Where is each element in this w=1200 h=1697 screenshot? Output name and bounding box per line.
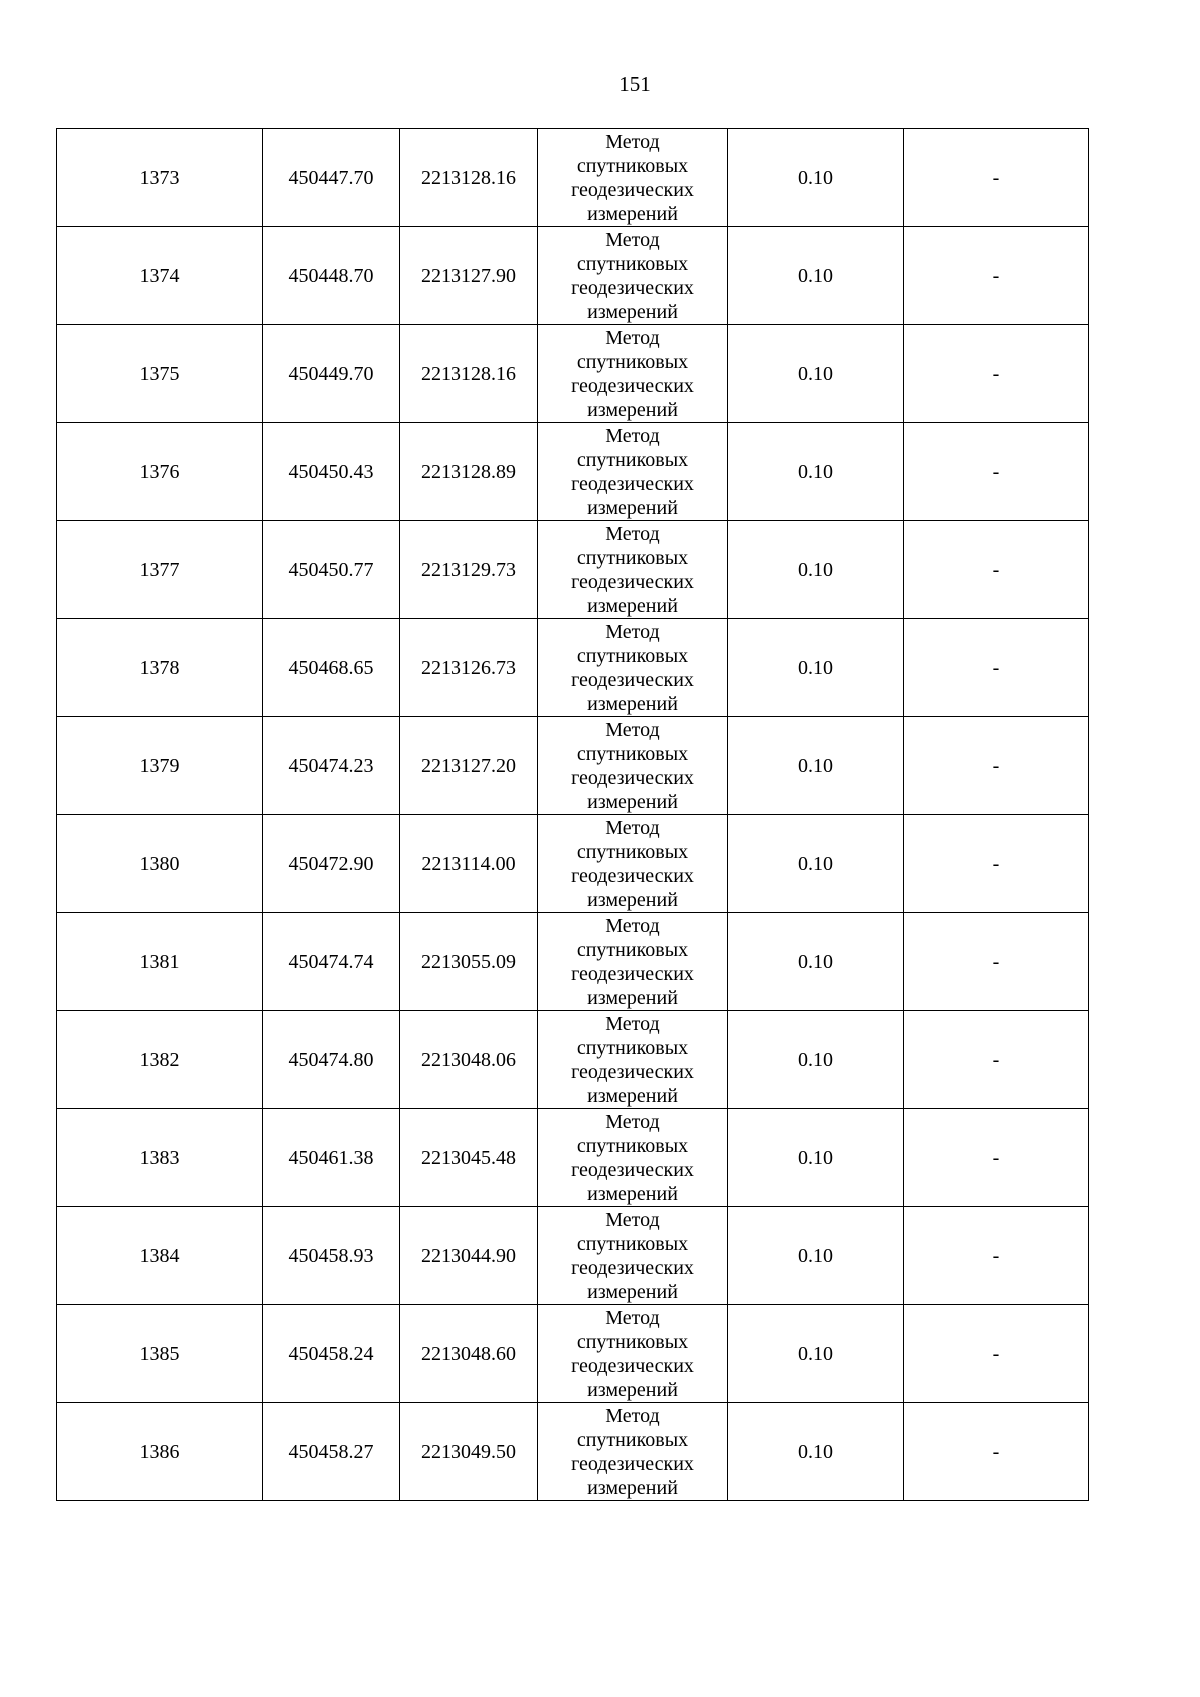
- note-cell: -: [904, 717, 1089, 815]
- method-line: Метод: [605, 816, 660, 839]
- y-coordinate-cell: 2213128.16: [400, 325, 538, 423]
- y-coordinate-cell: 2213128.16: [400, 129, 538, 227]
- method-line: геодезических: [571, 374, 694, 397]
- table-row: [57, 1305, 1089, 1403]
- method-line: измерений: [587, 692, 678, 715]
- y-coordinate-cell: 2213044.90: [400, 1207, 538, 1305]
- table-row: [57, 227, 1089, 325]
- x-coordinate-cell: 450448.70: [263, 227, 400, 325]
- accuracy-cell: 0.10: [728, 1305, 904, 1403]
- method-line: геодезических: [571, 1060, 694, 1083]
- y-coordinate-cell: 2213049.50: [400, 1403, 538, 1501]
- table-row: [57, 423, 1089, 521]
- note-cell: -: [904, 1305, 1089, 1403]
- page-number: 151: [619, 72, 651, 96]
- y-coordinate-cell: 2213114.00: [400, 815, 538, 913]
- method-line: спутниковых: [576, 154, 689, 177]
- method-line: измерений: [587, 202, 678, 225]
- method-line: спутниковых: [576, 1036, 689, 1059]
- y-coordinate-cell: 2213126.73: [400, 619, 538, 717]
- note-cell: -: [904, 129, 1089, 227]
- table-row: [57, 619, 1089, 717]
- point-number-cell: 1379: [57, 717, 263, 815]
- method-line: спутниковых: [576, 252, 689, 275]
- table-row: [57, 1403, 1089, 1501]
- table-row: [57, 1011, 1089, 1109]
- method-line: спутниковых: [576, 1330, 689, 1353]
- accuracy-cell: 0.10: [728, 129, 904, 227]
- note-cell: -: [904, 1403, 1089, 1501]
- method-line: измерений: [587, 1182, 678, 1205]
- accuracy-cell: 0.10: [728, 717, 904, 815]
- method-line: геодезических: [571, 766, 694, 789]
- method-line: Метод: [605, 522, 660, 545]
- x-coordinate-cell: 450449.70: [263, 325, 400, 423]
- y-coordinate-cell: 2213129.73: [400, 521, 538, 619]
- x-coordinate-cell: 450474.74: [263, 913, 400, 1011]
- method-line: спутниковых: [576, 938, 689, 961]
- accuracy-cell: 0.10: [728, 1011, 904, 1109]
- method-line: измерений: [587, 300, 678, 323]
- method-cell: [538, 1011, 728, 1109]
- method-cell: [538, 1305, 728, 1403]
- note-cell: -: [904, 1207, 1089, 1305]
- method-line: Метод: [605, 1306, 660, 1329]
- table-row: [57, 815, 1089, 913]
- method-line: Метод: [605, 1110, 660, 1133]
- y-coordinate-cell: 2213127.90: [400, 227, 538, 325]
- y-coordinate-cell: 2213127.20: [400, 717, 538, 815]
- point-number-cell: 1381: [57, 913, 263, 1011]
- point-number-cell: 1382: [57, 1011, 263, 1109]
- method-line: спутниковых: [576, 546, 689, 569]
- note-cell: -: [904, 815, 1089, 913]
- method-line: Метод: [605, 1012, 660, 1035]
- method-line: геодезических: [571, 276, 694, 299]
- method-cell: [538, 619, 728, 717]
- accuracy-cell: 0.10: [728, 227, 904, 325]
- method-line: измерений: [587, 986, 678, 1009]
- note-cell: -: [904, 521, 1089, 619]
- accuracy-cell: 0.10: [728, 913, 904, 1011]
- coordinates-table-body: [57, 129, 1089, 1501]
- method-line: геодезических: [571, 178, 694, 201]
- x-coordinate-cell: 450468.65: [263, 619, 400, 717]
- method-cell: [538, 913, 728, 1011]
- table-row: [57, 521, 1089, 619]
- method-line: измерений: [587, 398, 678, 421]
- method-line: геодезических: [571, 1452, 694, 1475]
- accuracy-cell: 0.10: [728, 325, 904, 423]
- method-line: измерений: [587, 790, 678, 813]
- method-line: спутниковых: [576, 644, 689, 667]
- point-number-cell: 1374: [57, 227, 263, 325]
- point-number-cell: 1375: [57, 325, 263, 423]
- accuracy-cell: 0.10: [728, 619, 904, 717]
- note-cell: -: [904, 913, 1089, 1011]
- method-line: спутниковых: [576, 1134, 689, 1157]
- method-line: геодезических: [571, 1256, 694, 1279]
- x-coordinate-cell: 450461.38: [263, 1109, 400, 1207]
- method-line: геодезических: [571, 864, 694, 887]
- method-cell: [538, 423, 728, 521]
- table-row: [57, 913, 1089, 1011]
- table-row: [57, 1207, 1089, 1305]
- method-line: спутниковых: [576, 742, 689, 765]
- accuracy-cell: 0.10: [728, 815, 904, 913]
- x-coordinate-cell: 450474.23: [263, 717, 400, 815]
- method-line: измерений: [587, 1378, 678, 1401]
- note-cell: -: [904, 227, 1089, 325]
- method-line: геодезических: [571, 472, 694, 495]
- method-line: спутниковых: [576, 1232, 689, 1255]
- method-cell: [538, 129, 728, 227]
- method-line: геодезических: [571, 668, 694, 691]
- method-line: измерений: [587, 1280, 678, 1303]
- method-line: Метод: [605, 228, 660, 251]
- x-coordinate-cell: 450474.80: [263, 1011, 400, 1109]
- method-line: Метод: [605, 326, 660, 349]
- point-number-cell: 1373: [57, 129, 263, 227]
- method-line: геодезических: [571, 1354, 694, 1377]
- note-cell: -: [904, 325, 1089, 423]
- method-line: измерений: [587, 1084, 678, 1107]
- point-number-cell: 1378: [57, 619, 263, 717]
- point-number-cell: 1377: [57, 521, 263, 619]
- note-cell: -: [904, 619, 1089, 717]
- method-line: спутниковых: [576, 1428, 689, 1451]
- accuracy-cell: 0.10: [728, 1207, 904, 1305]
- point-number-cell: 1386: [57, 1403, 263, 1501]
- x-coordinate-cell: 450472.90: [263, 815, 400, 913]
- method-line: измерений: [587, 594, 678, 617]
- method-cell: [538, 325, 728, 423]
- method-line: Метод: [605, 1208, 660, 1231]
- point-number-cell: 1376: [57, 423, 263, 521]
- accuracy-cell: 0.10: [728, 1109, 904, 1207]
- method-line: спутниковых: [576, 448, 689, 471]
- accuracy-cell: 0.10: [728, 521, 904, 619]
- note-cell: -: [904, 1011, 1089, 1109]
- method-line: Метод: [605, 914, 660, 937]
- table-row: [57, 717, 1089, 815]
- y-coordinate-cell: 2213045.48: [400, 1109, 538, 1207]
- method-line: измерений: [587, 1476, 678, 1499]
- method-cell: [538, 1207, 728, 1305]
- method-line: Метод: [605, 424, 660, 447]
- accuracy-cell: 0.10: [728, 1403, 904, 1501]
- method-line: Метод: [605, 1404, 660, 1427]
- method-line: Метод: [605, 718, 660, 741]
- method-line: геодезических: [571, 962, 694, 985]
- method-cell: [538, 1109, 728, 1207]
- table-row: [57, 325, 1089, 423]
- method-line: спутниковых: [576, 350, 689, 373]
- method-line: Метод: [605, 620, 660, 643]
- accuracy-cell: 0.10: [728, 423, 904, 521]
- point-number-cell: 1384: [57, 1207, 263, 1305]
- y-coordinate-cell: 2213048.60: [400, 1305, 538, 1403]
- x-coordinate-cell: 450458.24: [263, 1305, 400, 1403]
- table-row: [57, 1109, 1089, 1207]
- note-cell: -: [904, 423, 1089, 521]
- method-line: Метод: [605, 130, 660, 153]
- method-line: измерений: [587, 496, 678, 519]
- method-line: измерений: [587, 888, 678, 911]
- method-line: спутниковых: [576, 840, 689, 863]
- coordinates-table: [56, 128, 1089, 1501]
- method-cell: [538, 1403, 728, 1501]
- y-coordinate-cell: 2213128.89: [400, 423, 538, 521]
- point-number-cell: 1380: [57, 815, 263, 913]
- method-line: геодезических: [571, 1158, 694, 1181]
- y-coordinate-cell: 2213048.06: [400, 1011, 538, 1109]
- method-cell: [538, 717, 728, 815]
- point-number-cell: 1383: [57, 1109, 263, 1207]
- x-coordinate-cell: 450450.77: [263, 521, 400, 619]
- note-cell: -: [904, 1109, 1089, 1207]
- method-cell: [538, 521, 728, 619]
- x-coordinate-cell: 450458.27: [263, 1403, 400, 1501]
- y-coordinate-cell: 2213055.09: [400, 913, 538, 1011]
- method-line: геодезических: [571, 570, 694, 593]
- method-cell: [538, 227, 728, 325]
- x-coordinate-cell: 450450.43: [263, 423, 400, 521]
- x-coordinate-cell: 450447.70: [263, 129, 400, 227]
- method-cell: [538, 815, 728, 913]
- x-coordinate-cell: 450458.93: [263, 1207, 400, 1305]
- point-number-cell: 1385: [57, 1305, 263, 1403]
- table-row: [57, 129, 1089, 227]
